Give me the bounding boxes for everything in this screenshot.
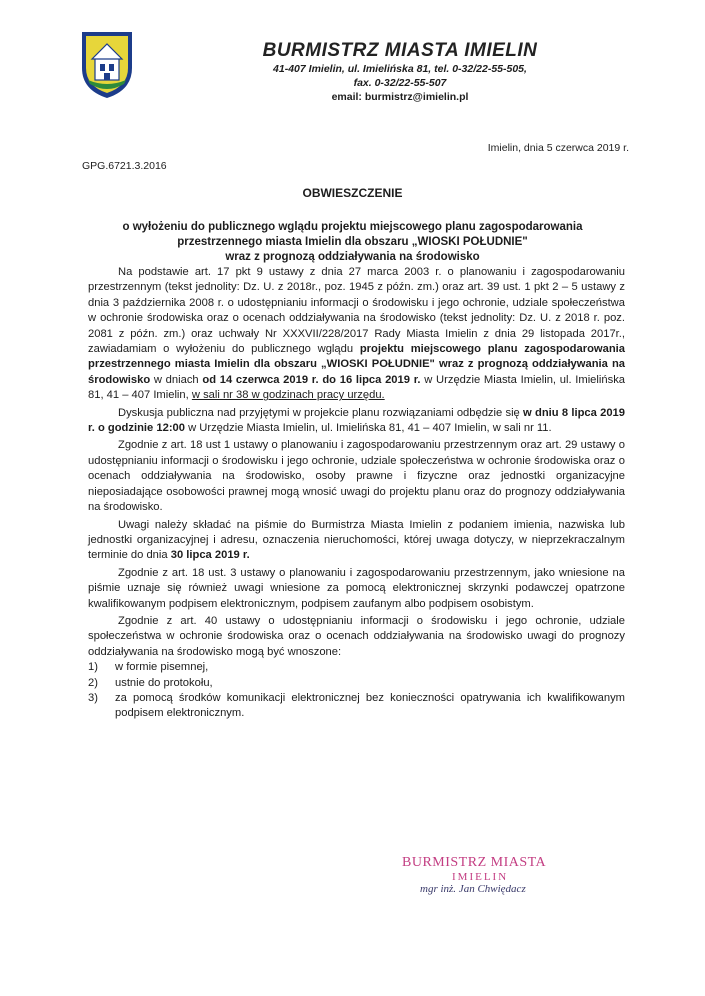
list-item: 1) w formie pisemnej, (88, 661, 209, 674)
paragraph-legal-basis: Na podstawie art. 17 pkt 9 ustawy z dnia 27 marca 2003 r. o planowaniu i zagospodarowaniu przestrzennym (tekst jednolity: Dz. U. z 2018r., poz. 1945 z późn. zm.) oraz art. 39 ust. 1 pkt 2 – 5 ustawy z dnia 3 października 2008 r. o udostępnianiu informacji o środowisku i jego ochronie, udziale społeczeństwa w ochronie środowiska oraz o ocenach oddziaływania na środowisko (tekst jednolity: Dz. U. z 2018 r. poz. 2081 z późn. zm.) oraz uchwały Nr XXXVII/228/2017 Rady Miasta Imielin z dnia 29 listopada 2017r., zawiadamiam o wyłożeniu do publicznego wglądu projektu miejscowego planu zagospodarowania przestrzennego miasta Imielin dla obszaru „WIOSKI POŁUDNIE" wraz z prognozą oddziaływania na środowisko w dniach od 14 czerwca 2019 r. do 16 lipca 2019 r. w Urzędzie Miasta Imielin, ul. Imielińska 81, 41 – 407 Imielin, w sali nr 38 w godzinach pracy urzędu. (88, 266, 626, 402)
reference-number: GPG.6721.3.2016 (82, 160, 167, 172)
subject-line: wraz z prognozą oddziaływania na środowisko (225, 251, 480, 263)
submission-forms-list (88, 660, 625, 722)
letterhead-email: email: burmistrz@imielin.pl (331, 91, 469, 103)
document-body (88, 265, 625, 722)
subject-line: o wyłożeniu do publicznego wglądu projektu miejscowego planu zagospodarowania (122, 221, 583, 233)
paragraph-electronic-submission: Zgodnie z art. 18 ust. 3 ustawy o planowaniu i zagospodarowaniu przestrzennym, jako wniesione na piśmie uznaje się również uwagi wniesione za pomocą elektronicznej skrzynki podawczej opatrzone kwalifikowanym podpisem elektronicznym, podpisem zaufanym albo podpisem osobistym. (88, 566, 625, 610)
letterhead-address: 41-407 Imielin, ul. Imielińska 81, tel. 0-32/22-55-505, (273, 63, 527, 75)
letterhead (210, 40, 590, 104)
document-heading: OBWIESZCZENIE (302, 186, 403, 200)
date-line: Imielin, dnia 5 czerwca 2019 r. (487, 142, 629, 154)
signature: mgr inż. Jan Chwiędacz (420, 883, 526, 895)
letterhead-title: BURMISTRZ MIASTA IMIELIN (262, 40, 538, 61)
mayor-stamp (402, 855, 602, 895)
imielin-coat-of-arms (78, 28, 136, 100)
paragraph-comments-right: Zgodnie z art. 18 ust 1 ustawy o planowaniu i zagospodarowaniu przestrzennym oraz art. 29 ustawy o udostępnianiu informacji o środowisku i jego ochronie, udziale społeczeństwa w ochronie środowiska oraz o ocenach oddziaływania na środowisko, osoby prawne i fizyczne oraz jednostki organizacyjne nieposiadające osobowości prawnej mogą wnosić uwagi do projektu planu oraz do prognozy oddziaływania na środowisko. (88, 439, 625, 514)
subject-line: przestrzennego miasta Imielin dla obszaru „WIOSKI POŁUDNIE" (177, 236, 528, 248)
paragraph-submission-forms: Zgodnie z art. 40 ustawy o udostępnianiu informacji o środowisku i jego ochronie, udziale społeczeństwa w ochronie środowiska oraz o ocenach oddziaływania na środowisko uwagi do prognozy oddziaływania na środowisko mogą być wnoszone: (88, 614, 625, 658)
paragraph-comments-deadline: Uwagi należy składać na piśmie do Burmistrza Miasta Imielin z podaniem imienia, nazwiska lub jednostki organizacyjnej i adresu, oznaczenia nieruchomości, której uwaga dotyczy, w nieprzekraczalnym terminie do dnia 30 lipca 2019 r. (88, 518, 625, 562)
letterhead-fax: fax. 0-32/22-55-507 (353, 77, 447, 89)
list-item: 3) za pomocą środków komunikacji elektronicznej bez konieczności opatrywania ich kwalifikowanym podpisem elektronicznym. (88, 691, 625, 720)
stamp-town: IMIELIN (452, 871, 509, 883)
stamp-title: BURMISTRZ MIASTA (402, 855, 547, 870)
list-item: 2) ustnie do protokołu, (88, 676, 213, 689)
document-subject (80, 220, 625, 265)
paragraph-public-discussion: Dyskusja publiczna nad przyjętymi w projekcie planu rozwiązaniami odbędzie się w dniu 8 lipca 2019 r. o godzinie 12:00 w Urzędzie Miasta Imielin, ul. Imielińska 81, 41 – 407 Imielin, w sali nr 11. (88, 406, 625, 435)
